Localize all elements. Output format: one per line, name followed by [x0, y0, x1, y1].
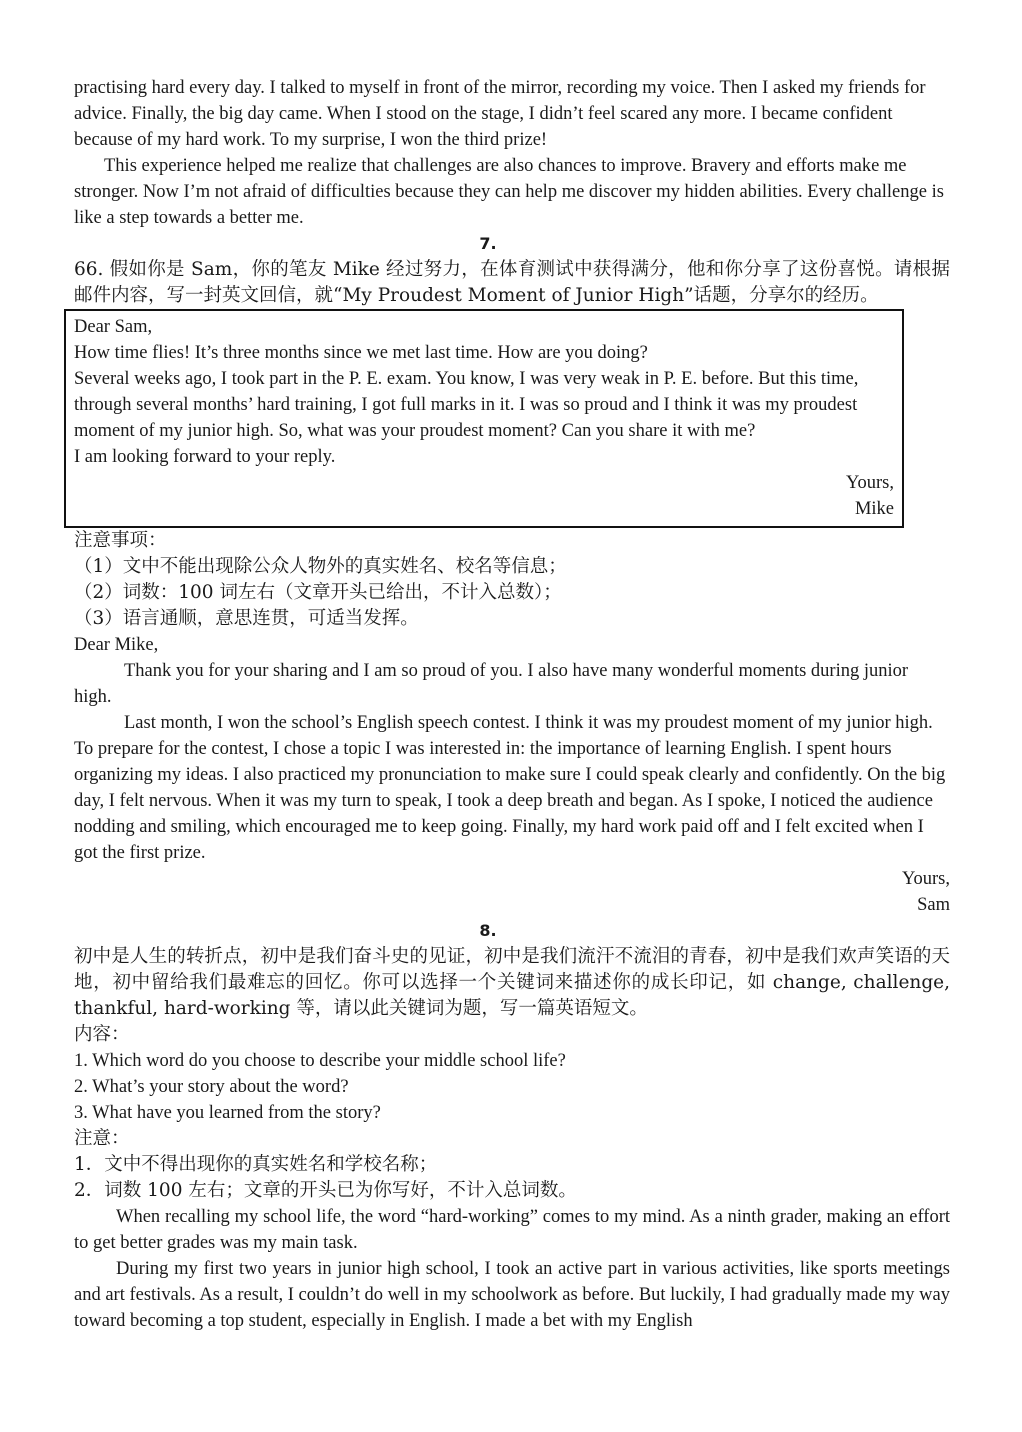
- section-7-prompt: 66. 假如你是 Sam，你的笔友 Mike 经过努力，在体育测试中获得满分，他和你分享了这份喜悦。请根据邮件内容，写一封英文回信，就“My Proudest Moment of Junior High”话题，分享尔的经历。: [74, 259, 950, 306]
- answer-paragraph-2: Last month, I won the school’s English speech contest. I think it was my proudest moment of my junior high. To prepare for the contest, I chose a topic I was interested in: the importance of learning English. I spent hours organizing my ideas. I also practiced my pronunciation to make sure I could speak clearly and confidently. On the big day, I felt nervous. When it was my turn to speak, I took a deep breath and began. As I spoke, I noticed the audience nodding and smiling, which encouraged me to keep going. Finally, my hard work paid off and I felt excited when I got the first prize.: [74, 713, 946, 863]
- document-page: [74, 75, 950, 1334]
- letter-line-3: I am looking forward to your reply.: [74, 447, 336, 467]
- section-7-heading: 7.: [479, 234, 497, 253]
- letter-line-2: Several weeks ago, I took part in the P. E. exam. You know, I was very weak in P. E. before. But this time, through several months’ hard training, I got full marks in it. I was so proud and I think it was my proudest moment of my junior high. So, what was your proudest moment? Can you share it with me?: [74, 369, 859, 441]
- letter-closing: Yours,: [846, 473, 894, 493]
- intro-paragraph-1: practising hard every day. I talked to myself in front of the mirror, recording my voice. Then I asked my friends for advice. Finally, the big day came. When I stood on the stage, I didn’t feel scared any more. I became confident because of my hard work. To my surprise, I won the third prize!: [74, 78, 926, 150]
- answer-signature: Sam: [917, 895, 950, 915]
- section-8-prompt: 初中是人生的转折点，初中是我们奋斗史的见证，初中是我们流汗不流泪的青春，初中是我们欢声笑语的天地，初中留给我们最难忘的回忆。你可以选择一个关键词来描述你的成长印记，如 change, challenge, thankful, hard-working 等，请以此关键词为题，写一篇英语短文。: [74, 946, 950, 1019]
- section-8-question-1: 1. Which word do you choose to describe your middle school life?: [74, 1051, 566, 1071]
- section-7-notes-title: 注意事项：: [74, 530, 167, 551]
- essay-paragraph-2: During my first two years in junior high school, I took an active part in various activities, like sports meetings and art festivals. As a result, I couldn’t do well in my schoolwork as before. But luckily, I had gradually made my way toward becoming a top student, especially in English. I made a bet with my English: [74, 1259, 950, 1331]
- answer-closing: Yours,: [902, 869, 950, 889]
- answer-greeting: Dear Mike,: [74, 635, 159, 655]
- section-7-note-3: （3）语言通顺，意思连贯，可适当发挥。: [74, 608, 419, 629]
- letter-greeting: Dear Sam,: [74, 317, 153, 337]
- mike-letter-box: [64, 309, 904, 528]
- section-8-notes-title: 注意：: [74, 1128, 130, 1149]
- section-7-note-2: （2）词数：100 词左右（文章开头已给出，不计入总数）；: [74, 582, 562, 603]
- section-7-note-1: （1）文中不能出现除公众人物外的真实姓名、校名等信息；: [74, 556, 567, 577]
- essay-paragraph-1: When recalling my school life, the word “hard-working” comes to my mind. As a ninth grader, making an effort to get better grades was my main task.: [74, 1207, 950, 1253]
- intro-paragraph-2: This experience helped me realize that challenges are also chances to improve. Bravery and efforts make me stronger. Now I’m not afraid of difficulties because they can help me discover my hidden abilities. Every challenge is like a step towards a better me.: [74, 156, 944, 228]
- section-8-question-2: 2. What’s your story about the word?: [74, 1077, 349, 1097]
- section-8-note-1: 1．文中不得出现你的真实姓名和学校名称；: [74, 1154, 438, 1175]
- section-8-question-3: 3. What have you learned from the story?: [74, 1103, 381, 1123]
- letter-line-1: How time flies! It’s three months since we met last time. How are you doing?: [74, 343, 648, 363]
- section-8-heading: 8.: [479, 921, 497, 940]
- section-8-content-title: 内容：: [74, 1024, 130, 1045]
- answer-paragraph-1: Thank you for your sharing and I am so proud of you. I also have many wonderful moments during junior high.: [74, 661, 909, 707]
- section-8-note-2: 2．词数 100 左右；文章的开头已为你写好，不计入总词数。: [74, 1180, 577, 1201]
- letter-signature: Mike: [854, 499, 894, 519]
